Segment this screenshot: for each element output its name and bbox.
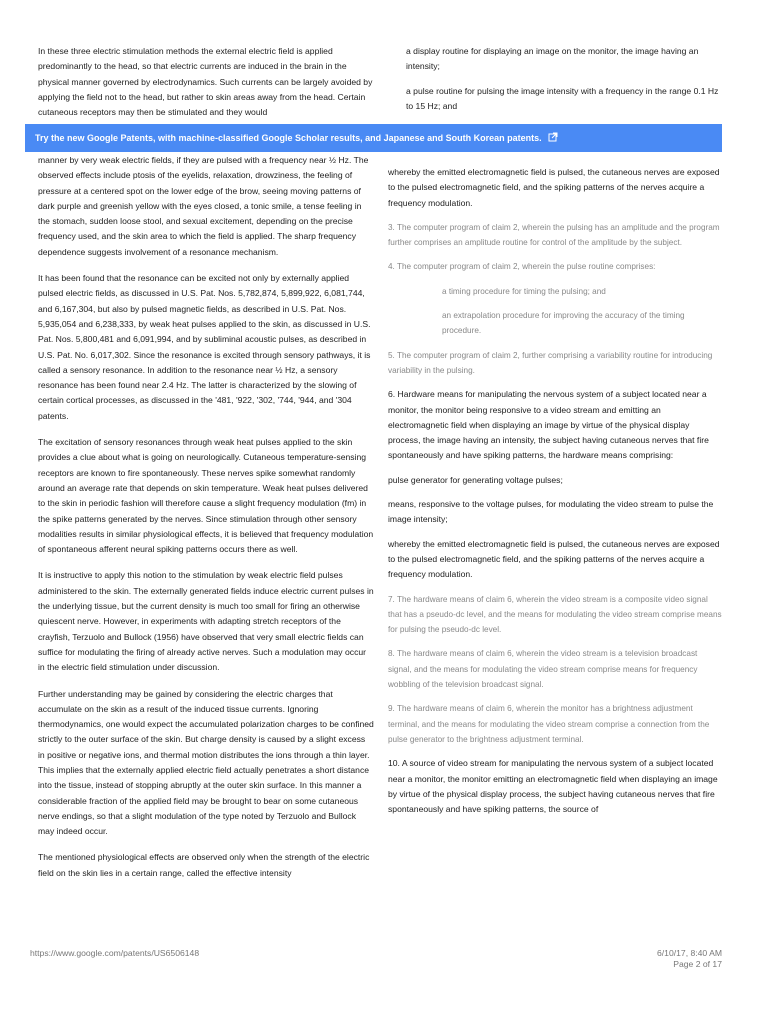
claim-8: 8. The hardware means of claim 6, wherein the video stream is a television broadcast signal, and the means for modulating the video stream comprise means for frequency wobbling of the television broadcast signal. xyxy=(388,649,698,690)
paragraph: The mentioned physiological effects are observed only when the strength of the electric field on the skin lies in a certain range, called the effective intensity xyxy=(38,852,370,878)
paragraph: In these three electric stimulation methods the external electric field is applied predominantly to the head, so that electric currents are induced in the brain in the physical manner governed by electrodynamics. Such currents can be largely avoided by applying the field not to the head, but rather to skin areas away from the head. Certain cutaneous receptors may then be stimulated and they would xyxy=(38,46,373,118)
left-column-top xyxy=(38,44,374,129)
footer-url: https://www.google.com/patents/US6506148 xyxy=(30,948,200,958)
google-patents-banner[interactable] xyxy=(25,124,722,152)
paragraph: It has been found that the resonance can be excited not only by externally applied pulsed electric fields, as discussed in U.S. Pat. Nos. 5,782,874, 5,899,922, 6,081,744, and 6,167,304, but also by pulsed magnetic fields, as described in U.S. Pat. Nos. 5,935,054 and 6,238,333, by weak heat pulses applied to the skin, as discussed in U.S. Pat. Nos. 5,800,481 and 6,091,994, and by subliminal acoustic pulses, as described in U.S. Pat. No. 6,017,302. Since the resonance is excited through sensory pathways, it is called a sensory resonance. In addition to the resonance near ½ Hz, a sensory resonance has been found near 2.4 Hz. The latter is characterized by the slowing of certain cortical processes, as discussed in the '481, '922, '302, '744, '944, and '304 patents. xyxy=(38,273,371,421)
claim-4-element: an extrapolation procedure for improving the accuracy of the timing procedure. xyxy=(442,311,685,336)
claim-6-element: pulse generator for generating voltage pulses; xyxy=(388,474,563,485)
claim-5: 5. The computer program of claim 2, further comprising a variability routine for introducing variability in the pulsing. xyxy=(388,350,713,375)
left-column-main xyxy=(38,153,374,890)
claim-6: 6. Hardware means for manipulating the nervous system of a subject located near a monitor, the monitor being responsive to a video stream and emitting an electromagnetic field when displaying an image by virtue of the physical display process, the image having an intensity, the subject having cutaneous nerves that fire spontaneously and have spiking patterns, the hardware means comprising: xyxy=(388,389,709,461)
page-number: Page 2 of 17 xyxy=(673,959,722,969)
footer-date: 6/10/17, 8:40 AM xyxy=(657,948,722,958)
claim-clause: whereby the emitted electromagnetic field is pulsed, the cutaneous nerves are exposed to the pulsed electromagnetic field, and the spiking patterns of the nerves acquire a frequency modulation. xyxy=(388,167,720,208)
claim-6-element: means, responsive to the voltage pulses, for modulating the video stream to pulse the image intensity; xyxy=(388,499,714,525)
banner-text: Try the new Google Patents, with machine-classified Google Scholar results, and Japanese and South Korean patents. xyxy=(35,133,542,143)
paragraph: The excitation of sensory resonances through weak heat pulses applied to the skin provides a clue about what is going on neurologically. Cutaneous temperature-sensing receptors are known to fire spontaneously. These nerves spike somewhat randomly around an average rate that depends on skin temperature. Weak heat pulses delivered to the skin in periodic fashion will therefore cause a slight frequency modulation (fm) in the spike patterns generated by the nerves. Since stimulation through other sensory modalities results in similar physiological effects, it is believed that frequency modulation of spontaneous afferent neural spiking patterns occurs there as well. xyxy=(38,437,374,555)
footer-meta xyxy=(657,948,722,970)
paragraph: It is instructive to apply this notion to the stimulation by weak electric field pulses administered to the skin. The externally generated fields induce electric current pulses in the underlying tissue, but the current density is much too small for firing an otherwise quiescent nerve. However, in experiments with adapting stretch receptors of the crayfish, Terzuolo and Bullock (1956) have observed that very small electric fields can suffice for modulating the firing of already active nerves. Such a modulation may occur in the electric field stimulation under discussion. xyxy=(38,570,374,673)
paragraph: Further understanding may be gained by considering the electric charges that accumulate on the skin as a result of the induced tissue currents. Ignoring thermodynamics, one would expect the accumulated polarization charges to be confined strictly to the outer surface of the skin. But charge density is caused by a slight excess in positive or negative ions, and thermal motion distributes the ions through a thin layer. This implies that the externally applied electric field actually penetrates a short distance into the tissue, instead of stopping abruptly at the outer skin surface. In this manner a considerable fraction of the applied field may be brought to bear on some cutaneous nerve endings, so that a slight modulation of the type noted by Terzuolo and Bullock may indeed occur. xyxy=(38,688,374,837)
right-column-top xyxy=(406,44,722,123)
claim-4: 4. The computer program of claim 2, wherein the pulse routine comprises: xyxy=(388,262,656,272)
claim-4-element: a timing procedure for timing the pulsing; and xyxy=(442,286,606,296)
claim-10: 10. A source of video stream for manipulating the nervous system of a subject located near a monitor, the monitor emitting an electromagnetic field when displaying an image by virtue of the physical display process, the subject having cutaneous nerves that fire spontaneously and have spiking patterns, the source of xyxy=(388,758,718,815)
claim-7: 7. The hardware means of claim 6, wherein the video stream is a composite video signal that has a pseudo-dc level, and the means for modulating the video stream comprise means for pulsing the pseudo-dc level. xyxy=(388,594,722,635)
external-link-icon[interactable] xyxy=(548,132,558,145)
claim-9: 9. The hardware means of claim 6, wherein the monitor has a brightness adjustment terminal, and the means for modulating the video stream comprise a connection from the pulse generator to the brightness adjustment terminal. xyxy=(388,704,710,744)
right-column-main xyxy=(388,165,722,826)
claim-line: a display routine for displaying an image on the monitor, the image having an intensity; xyxy=(406,46,699,72)
claim-line: a pulse routine for pulsing the image intensity with a frequency in the range 0.1 Hz to 15 Hz; and xyxy=(406,85,719,111)
paragraph: manner by very weak electric fields, if they are pulsed with a frequency near ½ Hz. The observed effects include ptosis of the eyelids, relaxation, drowziness, the feeling of pressure at a centered spot on the lower edge of the brow, seeing moving patterns of dark purple and greenish yellow with the eyes closed, a tonic smile, a tense feeling in the stomach, sudden loose stool, and sexual excitement, depending on the precise frequency used, and the skin area to which the field is applied. The sharp frequency dependence suggests involvement of a resonance mechanism. xyxy=(38,155,369,257)
claim-6-element: whereby the emitted electromagnetic field is pulsed, the cutaneous nerves are exposed to the pulsed electromagnetic field, and the spiking patterns of the nerves acquire a frequency modulation. xyxy=(388,538,720,580)
claim-3: 3. The computer program of claim 2, wherein the pulsing has an amplitude and the program further comprises an amplitude routine for control of the amplitude by the subject. xyxy=(388,222,720,248)
